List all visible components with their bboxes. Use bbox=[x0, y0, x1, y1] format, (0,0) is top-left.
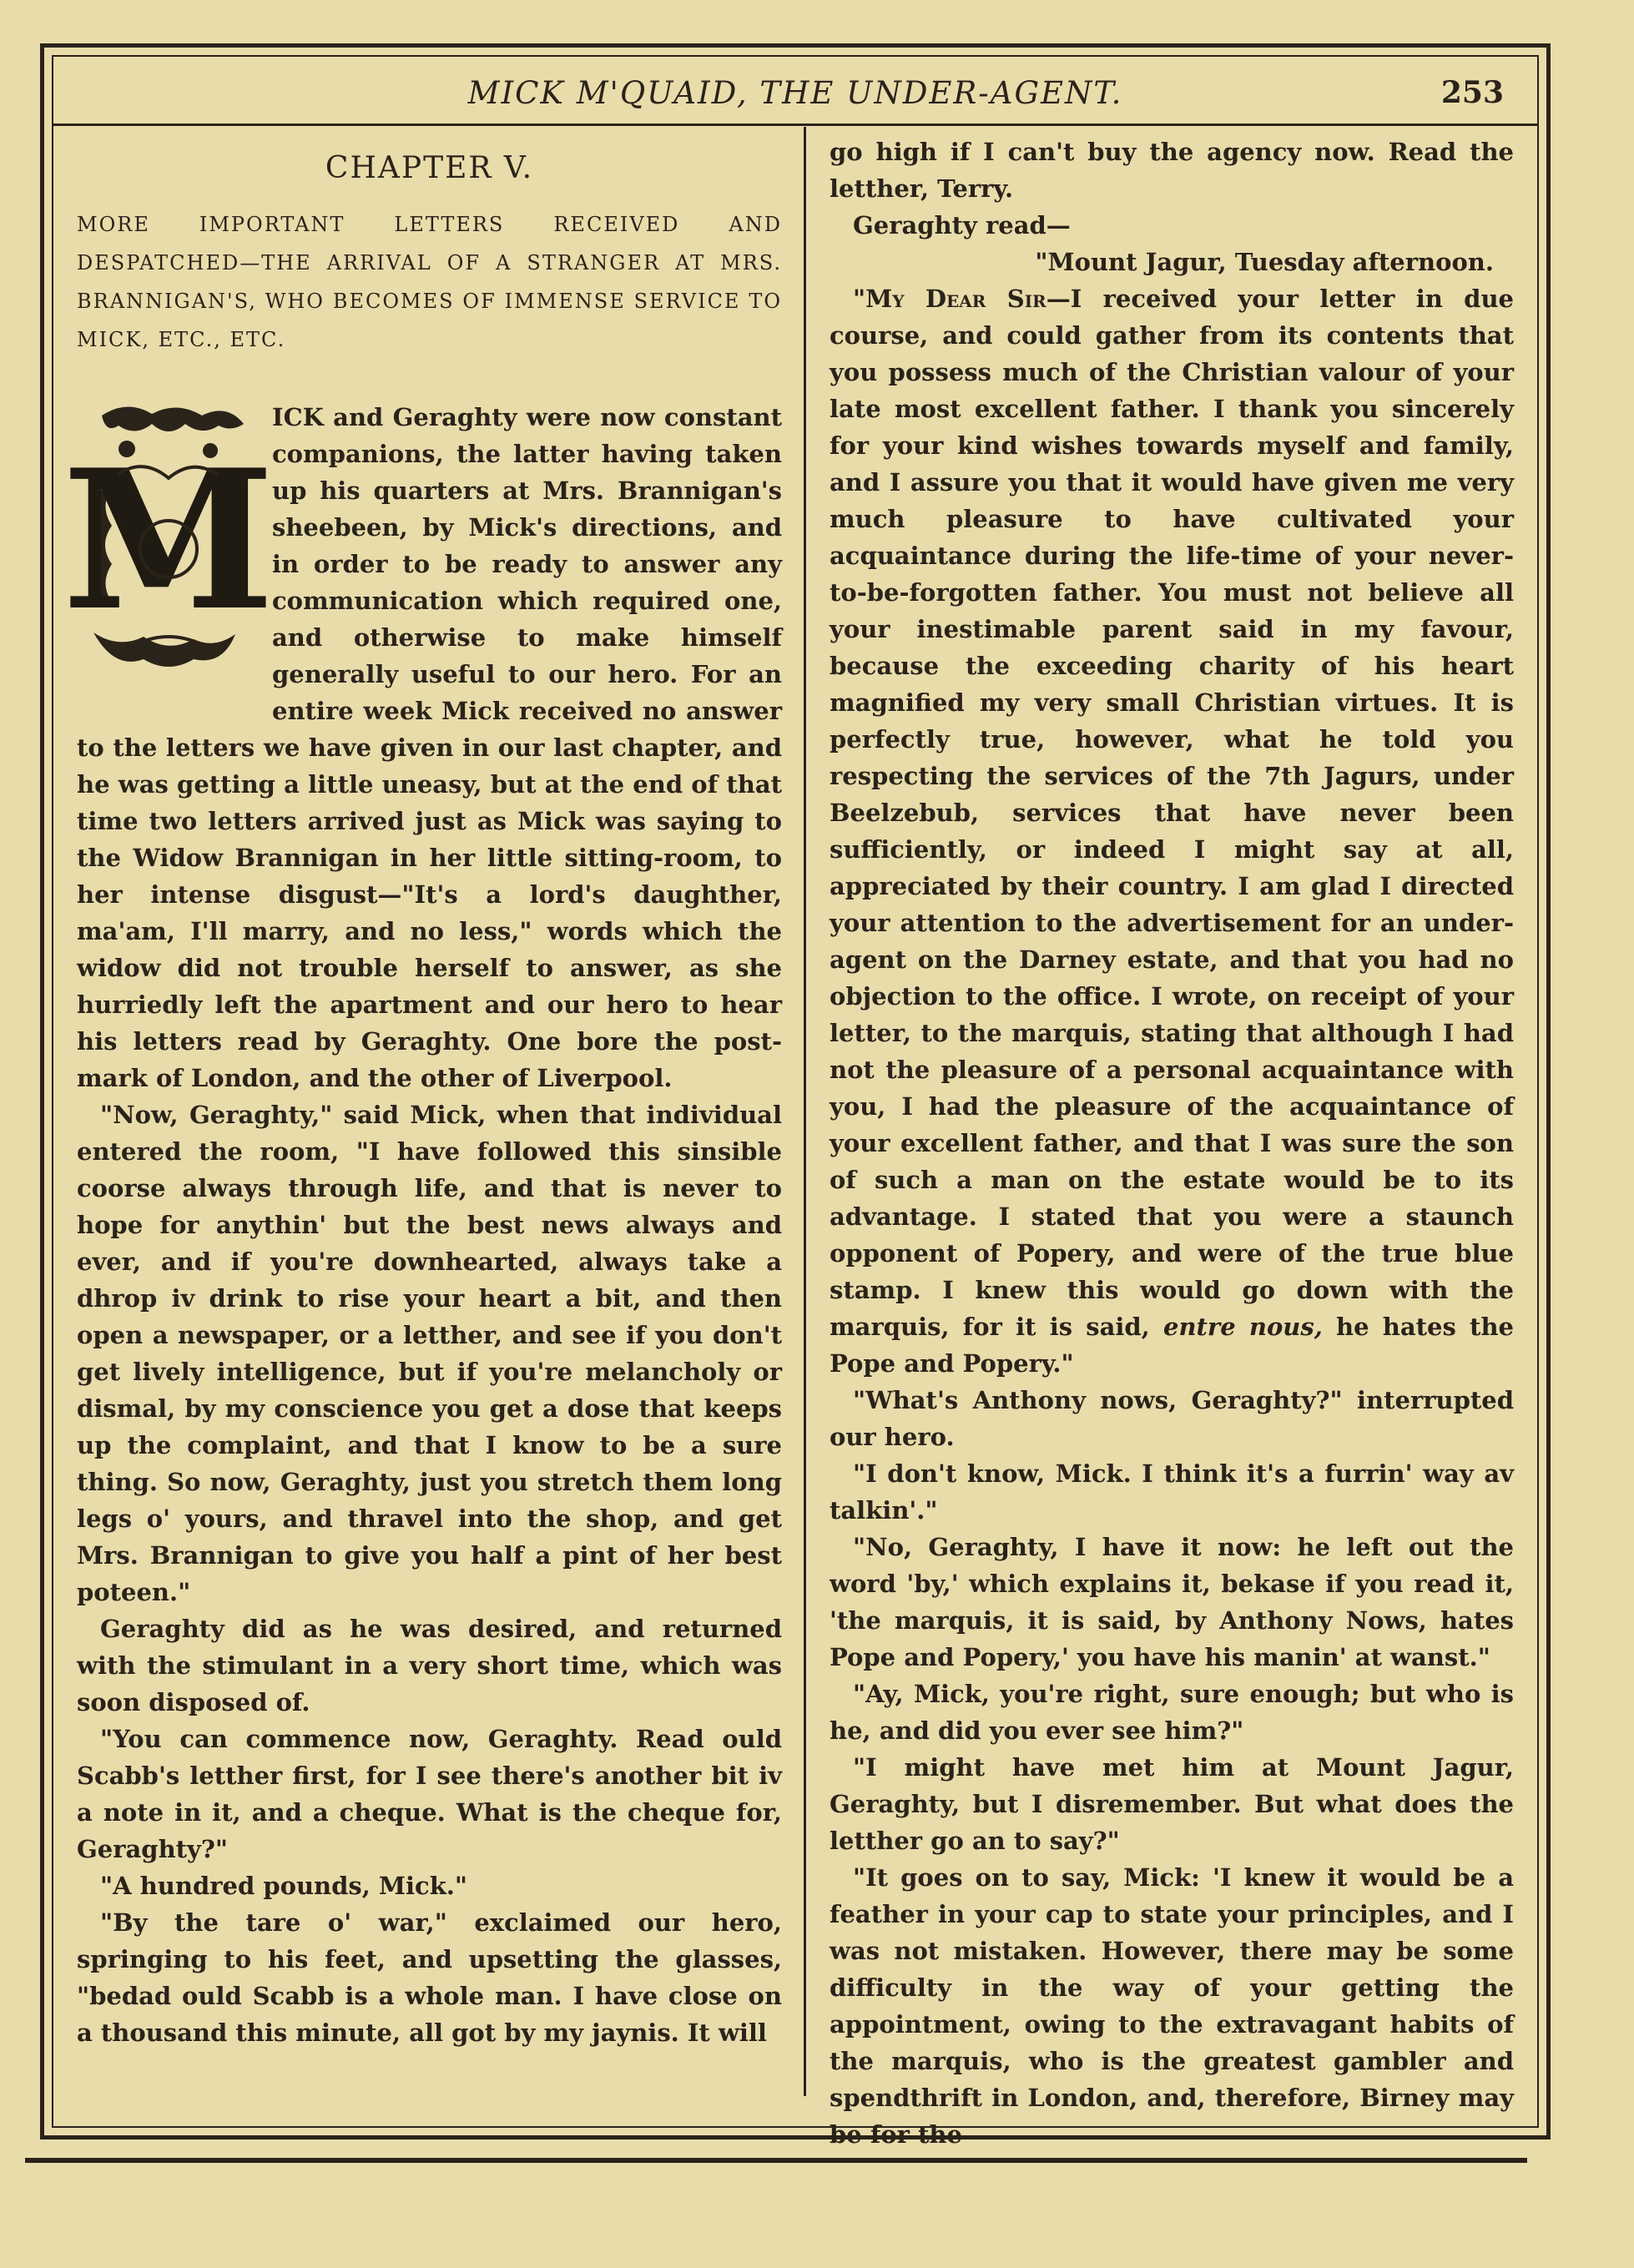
paragraph: "I don't know, Mick. I think it's a furrin' way av talkin'." bbox=[830, 1459, 1514, 1525]
italic-phrase: entre nous, bbox=[1163, 1313, 1323, 1341]
chapter-summary: MORE IMPORTANT LETTERS RECEIVED AND DESPATCHED—THE ARRIVAL OF A STRANGER AT MRS. BRANNIGAN'S, WHO BECOMES OF IMMENSE SERVICE TO MICK, ETC., ETC. bbox=[77, 213, 782, 351]
paragraph: ICK and Geraghty were now constant companions, the latter having taken up his quarters at Mrs. Brannigan's sheebeen, by Mick's directions, and in order to be ready to answer any communication which required one, and otherwise to make himself generally useful to our hero. For an entire week Mick received no answer to the letters we have given in our last chapter, and he was getting a little uneasy, but at the end of that time two letters arrived just as Mick was saying to the Widow Brannigan in her little sitting-room, to her intense disgust—"It's a lord's daughther, ma'am, I'll marry, and no less," words which the widow did not trouble herself to answer, as she hurriedly left the apartment and our hero to hear his letters read by Geraghty. One bore the post-mark of London, and the other of Liverpool. bbox=[77, 403, 782, 1092]
paragraph: "A hundred pounds, Mick." bbox=[100, 1872, 467, 1900]
running-header bbox=[52, 68, 1539, 118]
running-title: MICK M'QUAID, THE UNDER-AGENT. bbox=[467, 75, 1123, 111]
paragraph: "By the tare o' war," exclaimed our hero, springing to his feet, and upsetting the glasses, "bedad ould Scabb is a whole man. I have close on a thousand this minute, all got by my jaynis. It will bbox=[77, 1908, 782, 2047]
paragraph: "Ay, Mick, you're right, sure enough; but who is he, and did you ever see him?" bbox=[830, 1680, 1514, 1745]
page-number: 253 bbox=[1440, 75, 1504, 110]
right-column bbox=[830, 134, 1514, 2153]
chapter-title: CHAPTER V. bbox=[325, 151, 534, 185]
svg-text:M: M bbox=[62, 428, 275, 653]
column-divider bbox=[804, 127, 806, 2096]
paragraph: Geraghty read— bbox=[853, 211, 1071, 239]
header-rule bbox=[52, 123, 1539, 126]
paragraph: "I might have met him at Mount Jagur, Geraghty, but I disremember. But what does the letther go an to say?" bbox=[830, 1753, 1514, 1855]
paragraph: "It goes on to say, Mick: 'I knew it would be a feather in your cap to state your principles, and I was not mistaken. However, there may be some difficulty in the way of your getting the appointment, owing to the extravagant habits of the marquis, who is the greatest gambler and spendthrift in London, and, therefore, Birney may be for the bbox=[830, 1863, 1514, 2149]
paragraph: go high if I can't buy the agency now. Read the letther, Terry. bbox=[830, 138, 1514, 203]
letter-text: —I received your letter in due course, and could gather from its contents that you possess much of the Christian valour of your late most excellent father. I thank you sincerely for your kind wishes towards myself and family, and I assure you that it would have given me very much pleasure to have cultivated your acquaintance during the life-time of your never-to-be-forgotten father. You must not believe all your inestimable parent said in my favour, because the exceeding charity of his heart magnified my very small Christian virtues. It is perfectly true, however, what he told you respecting the services of the 7th Jagurs, under Beelzebub, services that have never been sufficiently, or indeed I might say at all, appreciated by their country. I am glad I directed your attention to the advertisement for an under-agent on the Darney estate, and that you had no objection to the office. I wrote, on receipt of your letter, to the marquis, stating that although I had not the pleasure of a personal acquaintance with you, I had the pleasure of the acquaintance of your excellent father, and that I was sure the son of such a man on the estate would be to its advantage. I stated that you were a staunch opponent of Popery, and were of the true blue stamp. I knew this would go down with the marquis, for it is said, bbox=[830, 285, 1514, 1341]
left-column bbox=[62, 134, 782, 2051]
paragraph: "Now, Geraghty," said Mick, when that individual entered the room, "I have followed this sinsible coorse always through life, and that is never to hope for anythin' but the best news always and ever, and if you're downhearted, always take a dhrop iv drink to rise your heart a bit, and then open a newspaper, or a letther, and see if you don't get lively intelligence, but if you're melancholy or dismal, by my conscience you get a dose that keeps up the complaint, and that I know to be a sure thing. So now, Geraghty, just you stretch them long legs o' yours, and thravel into the shop, and get Mrs. Brannigan to give you half a pint of her best poteen." bbox=[77, 1101, 782, 1606]
letter-heading: "Mount Jagur, Tuesday afternoon. bbox=[1035, 248, 1494, 276]
letter-body bbox=[830, 280, 1514, 1382]
paragraph: "No, Geraghty, I have it now: he left out the word 'by,' which explains it, bekase if you read it, 'the marquis, it is said, by Anthony Nows, hates Pope and Popery,' you have his manin' at wanst." bbox=[830, 1533, 1514, 1671]
bottom-rule bbox=[25, 2158, 1527, 2163]
letter-text-end: he hates the Pope and Popery." bbox=[830, 1313, 1514, 1378]
ornamental-initial-m-icon bbox=[62, 399, 275, 699]
paragraph: "What's Anthony nows, Geraghty?" interrupted our hero. bbox=[830, 1386, 1514, 1451]
paragraph: "You can commence now, Geraghty. Read ould Scabb's letther first, for I see there's another bit iv a note in it, and a cheque. What is the cheque for, Geraghty?" bbox=[77, 1725, 782, 1863]
paragraph: Geraghty did as he was desired, and returned with the stimulant in a very short time, which was soon disposed of. bbox=[77, 1615, 782, 1716]
opening-paragraph-block bbox=[62, 399, 782, 1096]
letter-salutation: "My Dear Sir bbox=[853, 285, 1046, 313]
